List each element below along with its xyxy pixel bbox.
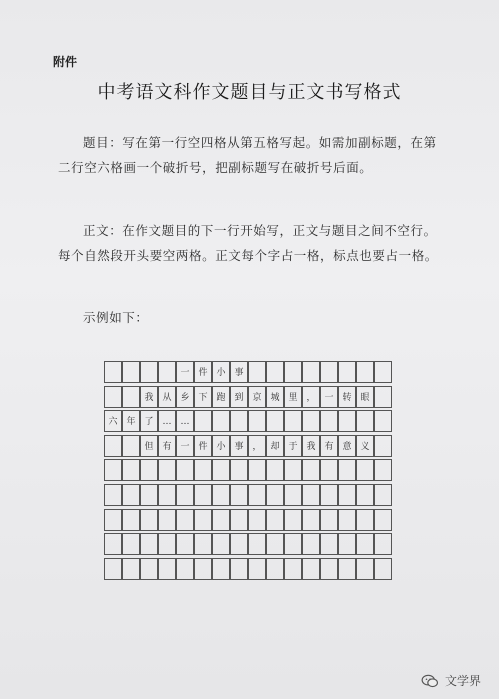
grid-cell (248, 509, 266, 531)
grid-cell (158, 558, 176, 580)
grid-cell (230, 533, 248, 555)
grid-cell (266, 533, 284, 555)
grid-cell: 却 (266, 435, 284, 457)
grid-cell (230, 459, 248, 481)
grid-cell (140, 558, 158, 580)
grid-cell: 转 (338, 386, 356, 408)
grid-cell (104, 484, 122, 506)
grid-cell (338, 558, 356, 580)
grid-cell (158, 509, 176, 531)
grid-cell (302, 533, 320, 555)
grid-cell: 从 (158, 386, 176, 408)
grid-cell (302, 509, 320, 531)
grid-cell (212, 558, 230, 580)
grid-cell (338, 361, 356, 383)
grid-cell (104, 558, 122, 580)
grid-cell (374, 533, 392, 555)
grid-cell (338, 533, 356, 555)
grid-row (104, 435, 390, 457)
wechat-icon (421, 674, 439, 688)
grid-cell (104, 533, 122, 555)
grid-cell (212, 459, 230, 481)
grid-cell (122, 533, 140, 555)
grid-cell (194, 484, 212, 506)
grid-cell: 到 (230, 386, 248, 408)
grid-cell (194, 533, 212, 555)
grid-cell (320, 533, 338, 555)
grid-cell (374, 509, 392, 531)
grid-cell (266, 459, 284, 481)
grid-cell (158, 533, 176, 555)
grid-cell (230, 509, 248, 531)
grid-cell (176, 509, 194, 531)
grid-cell: 京 (248, 386, 266, 408)
grid-cell (122, 361, 140, 383)
grid-cell: ， (302, 386, 320, 408)
page-title: 中考语文科作文题目与正文书写格式 (97, 82, 402, 103)
grid-cell (248, 410, 266, 432)
grid-cell (266, 484, 284, 506)
grid-cell (212, 533, 230, 555)
grid-cell (284, 509, 302, 531)
grid-row (104, 484, 390, 506)
grid-cell (374, 459, 392, 481)
grid-cell (284, 410, 302, 432)
grid-cell (104, 435, 122, 457)
grid-cell (356, 533, 374, 555)
attachment-label: 附件 (53, 55, 78, 69)
grid-cell (356, 361, 374, 383)
grid-cell (158, 459, 176, 481)
grid-row (104, 459, 390, 481)
grid-cell: 年 (122, 410, 140, 432)
grid-cell: 于 (284, 435, 302, 457)
grid-cell (320, 484, 338, 506)
grid-cell (140, 361, 158, 383)
grid-cell (140, 484, 158, 506)
grid-cell: ， (248, 435, 266, 457)
grid-cell (356, 410, 374, 432)
grid-cell (356, 459, 374, 481)
grid-cell (266, 410, 284, 432)
grid-cell (302, 558, 320, 580)
grid-cell: 一 (176, 361, 194, 383)
grid-cell (266, 361, 284, 383)
grid-row (104, 533, 390, 555)
grid-cell (320, 361, 338, 383)
grid-cell (212, 484, 230, 506)
grid-cell: 件 (194, 361, 212, 383)
grid-cell (212, 410, 230, 432)
grid-cell (122, 459, 140, 481)
paragraph-example-intro: 示例如下： (83, 310, 149, 325)
grid-cell: 义 (356, 435, 374, 457)
grid-cell: 里 (284, 386, 302, 408)
grid-row (104, 558, 390, 580)
grid-cell (122, 484, 140, 506)
grid-row (104, 509, 390, 531)
grid-cell (122, 386, 140, 408)
grid-cell: 但 (140, 435, 158, 457)
grid-cell (176, 558, 194, 580)
grid-cell (140, 533, 158, 555)
grid-cell (248, 533, 266, 555)
grid-cell: 意 (338, 435, 356, 457)
grid-cell: … (176, 410, 194, 432)
grid-cell: 六 (104, 410, 122, 432)
grid-cell (338, 509, 356, 531)
grid-cell: 事 (230, 435, 248, 457)
grid-cell: 跑 (212, 386, 230, 408)
grid-cell: 件 (194, 435, 212, 457)
grid-cell (140, 509, 158, 531)
grid-cell (338, 459, 356, 481)
grid-cell: 有 (320, 435, 338, 457)
grid-row (104, 410, 390, 432)
grid-cell (158, 484, 176, 506)
grid-cell (176, 459, 194, 481)
grid-cell (104, 459, 122, 481)
grid-cell (338, 484, 356, 506)
grid-cell (122, 435, 140, 457)
grid-cell (248, 459, 266, 481)
grid-cell (320, 558, 338, 580)
grid-cell: 了 (140, 410, 158, 432)
grid-cell: 我 (140, 386, 158, 408)
grid-cell: 乡 (176, 386, 194, 408)
watermark (421, 672, 481, 689)
paragraph-body-rules: 正文：在作文题目的下一行开始写，正文与题目之间不空行。每个自然段开头要空两格。正文每个字占一格，标点也要占一格。 (58, 223, 438, 263)
grid-cell (302, 361, 320, 383)
grid-cell: 眼 (356, 386, 374, 408)
grid-cell (248, 361, 266, 383)
grid-cell (338, 410, 356, 432)
grid-cell (356, 484, 374, 506)
grid-cell (176, 533, 194, 555)
grid-cell: 我 (302, 435, 320, 457)
grid-cell: 小 (212, 435, 230, 457)
grid-cell (356, 558, 374, 580)
grid-cell: 事 (230, 361, 248, 383)
grid-cell (374, 361, 392, 383)
grid-cell: … (158, 410, 176, 432)
grid-cell (104, 361, 122, 383)
grid-cell (284, 361, 302, 383)
grid-cell (104, 509, 122, 531)
grid-cell (122, 558, 140, 580)
grid-cell (374, 558, 392, 580)
grid-cell (284, 558, 302, 580)
grid-row (104, 386, 390, 408)
grid-cell (284, 459, 302, 481)
grid-cell (302, 410, 320, 432)
grid-cell: 有 (158, 435, 176, 457)
grid-cell (302, 459, 320, 481)
grid-cell (230, 484, 248, 506)
grid-cell (320, 459, 338, 481)
grid-cell (194, 410, 212, 432)
grid-cell (230, 410, 248, 432)
grid-cell (140, 459, 158, 481)
grid-cell (374, 435, 392, 457)
grid-cell (158, 361, 176, 383)
grid-cell (284, 533, 302, 555)
grid-cell (122, 509, 140, 531)
grid-cell (284, 484, 302, 506)
grid-cell (194, 558, 212, 580)
grid-cell: 一 (176, 435, 194, 457)
grid-cell (302, 484, 320, 506)
grid-cell (248, 484, 266, 506)
grid-cell: 下 (194, 386, 212, 408)
grid-cell (194, 509, 212, 531)
grid-cell (320, 410, 338, 432)
grid-cell (230, 558, 248, 580)
grid-cell: 小 (212, 361, 230, 383)
grid-cell (212, 509, 230, 531)
grid-cell: 城 (266, 386, 284, 408)
grid-cell (374, 386, 392, 408)
grid-cell (176, 484, 194, 506)
paragraph-title-rules: 题目：写在第一行空四格从第五格写起。如需加副标题，在第二行空六格画一个破折号，把副标题写在破折号后面。 (58, 135, 437, 175)
grid-cell (104, 386, 122, 408)
grid-row (104, 361, 390, 383)
grid-cell (266, 509, 284, 531)
watermark-text: 文学界 (444, 674, 481, 688)
grid-cell (374, 410, 392, 432)
grid-cell (266, 558, 284, 580)
grid-cell (320, 509, 338, 531)
grid-cell (374, 484, 392, 506)
grid-cell (248, 558, 266, 580)
grid-cell: 一 (320, 386, 338, 408)
grid-cell (194, 459, 212, 481)
grid-cell (356, 509, 374, 531)
